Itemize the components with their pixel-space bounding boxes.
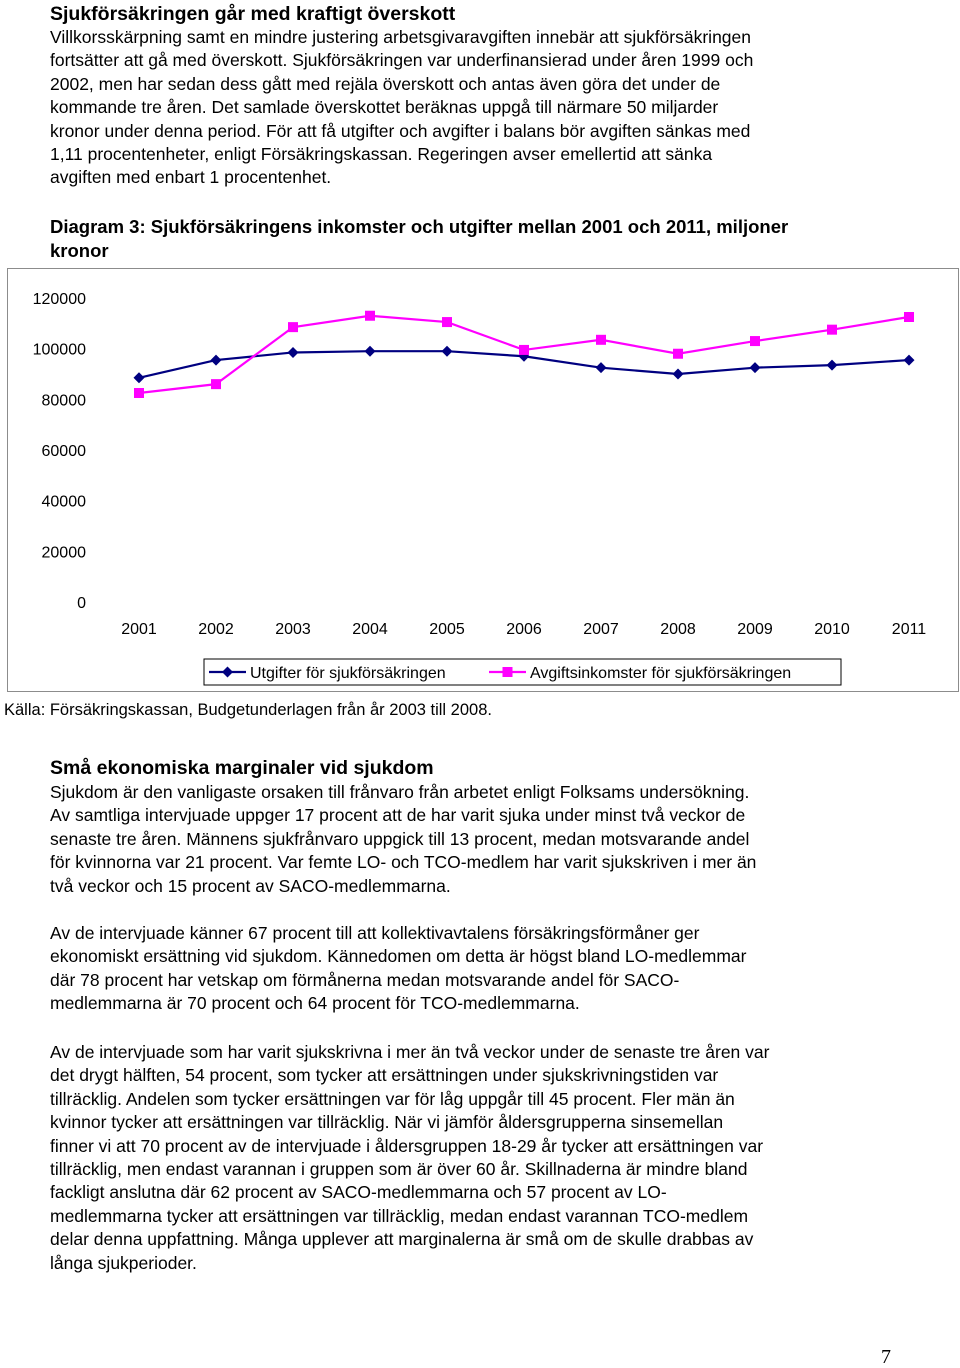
y-tick-label: 60000 [41,443,86,460]
text-line: där 78 procent har vetskap om förmånerna medan motsvarande andel för SACO- [50,969,680,990]
text-line: senaste tre åren. Männens sjukfrånvaro uppgick till 13 procent, medan motsvarande andel [50,828,750,849]
x-tick-label: 2003 [275,621,311,638]
x-tick-label: 2009 [737,621,773,638]
data-point-utgifter [827,360,838,371]
page-number: 7 [881,1346,891,1368]
y-tick-label: 120000 [32,291,86,308]
text-line: det drygt hälften, 54 procent, som tycker att ersättningen under sjukskrivningstiden var [50,1065,719,1086]
legend-label: Avgiftsinkomster för sjukförsäkringen [530,665,792,682]
section-heading-marginaler: Små ekonomiska marginaler vid sjukdom [50,757,434,779]
text-line: tillräcklig. Andelen som tycker ersättningen var för låg uppgår till 45 procent. Fler män än [50,1088,735,1109]
text-line: tillräcklig, men endast varannan i gruppen som är över 60 år. Skillnaderna är mindre bland [50,1159,748,1180]
text-line: Av samtliga intervjuade uppger 17 procent att de har varit sjuka under minst två veckor de [50,805,746,826]
data-point-avgiftsinkomster [596,335,606,345]
text-line: kommande tre åren. Det samlade överskottet beräknas uppgå till närmare 50 miljarder [50,97,719,118]
y-tick-label: 20000 [41,544,86,562]
text-line: medlemmarna är 70 procent och 64 procent för TCO-medlemmarna. [50,993,580,1014]
data-point-avgiftsinkomster [134,388,144,398]
paragraph-kannedom [50,922,920,1016]
data-point-utgifter [904,355,915,366]
data-point-avgiftsinkomster [365,311,375,321]
x-tick-label: 2010 [814,621,850,638]
chart-source: Källa: Försäkringskassan, Budgetunderlagen från år 2003 till 2008. [4,701,492,719]
y-tick-label: 80000 [41,392,86,410]
data-point-utgifter [673,369,684,380]
text-line: Villkorsskärpning samt en mindre justering arbetsgivaravgiften innebär att sjukförsäkringen [50,27,751,47]
data-point-utgifter [750,362,761,373]
chart-frame [7,268,959,692]
diagram-title [50,215,788,262]
diagram-title-line: Diagram 3: Sjukförsäkringens inkomster och utgifter mellan 2001 och 2011, miljoner [50,216,789,237]
data-point-avgiftsinkomster [442,317,452,327]
text-line: två veckor och 15 procent av SACO-medlemmarna. [50,875,451,896]
data-point-avgiftsinkomster [288,322,298,332]
data-point-utgifter [596,362,607,373]
y-tick-label: 0 [77,595,86,612]
y-tick-label: 40000 [41,493,86,511]
data-point-utgifter [442,346,453,357]
data-point-avgiftsinkomster [211,379,221,389]
text-line: delar denna uppfattning. Många upplever att marginalerna är små om de skulle drabbas av [50,1229,754,1250]
x-tick-label: 2001 [121,621,157,638]
section-heading-overskott: Sjukförsäkringen går med kraftigt överskott [50,3,456,25]
x-tick-label: 2004 [352,621,388,638]
data-point-utgifter [134,372,145,383]
x-tick-label: 2008 [660,621,696,638]
data-point-utgifter [365,346,376,357]
diagram-title-line: kronor [50,239,109,261]
x-tick-label: 2011 [891,621,927,638]
text-line: 2002, men har sedan dess gått med rejäla överskott och antas även göra det under de [50,73,721,94]
data-point-avgiftsinkomster [673,349,683,359]
text-line: finner vi att 70 procent av de intervjuade i åldersgruppen 18-29 år tycker att ersättningen var [50,1135,764,1156]
data-point-avgiftsinkomster [519,345,529,355]
data-point-utgifter [211,355,222,366]
data-point-avgiftsinkomster [827,325,837,335]
data-point-avgiftsinkomster [904,312,914,322]
legend-label: Utgifter för sjukförsäkringen [250,665,446,682]
text-line: ekonomiskt ersättning vid sjukdom. Kännedomen om detta är högst bland LO-medlemmar [50,946,747,967]
text-line: Av de intervjuade som har varit sjukskrivna i mer än två veckor under de senaste tre åren var [50,1042,770,1062]
x-tick-label: 2002 [198,621,234,638]
x-tick-label: 2005 [429,621,465,638]
text-line: avgiften med enbart 1 procentenhet. [50,167,332,188]
data-point-avgiftsinkomster [750,336,760,346]
text-line: fortsätter att gå med överskott. Sjukförsäkringen var underfinansierad under åren 1999 och [50,50,754,71]
line-chart [8,269,958,691]
paragraph-sjukdom [50,781,920,898]
paragraph-overskott [50,26,920,190]
y-tick-label: 100000 [32,341,86,359]
text-line: för kvinnorna var 21 procent. Var femte LO- och TCO-medlem har varit sjukskriven i mer än [50,852,757,873]
text-line: kvinnor tycker att ersättningen var tillräcklig. När vi jämför åldersgrupperna sinsemellan [50,1112,724,1133]
paragraph-ersattning [50,1041,920,1275]
x-tick-label: 2006 [506,621,542,638]
text-line: kronor under denna period. För att få utgifter och avgifter i balans bör avgiften sänkas med [50,120,751,141]
text-line: medlemmarna tycker att ersättningen var tillräcklig, medan endast varannan TCO-medlem [50,1205,749,1226]
text-line: Av de intervjuade känner 67 procent till att kollektivavtalens försäkringsförmåner ger [50,923,700,943]
x-tick-label: 2007 [583,621,619,638]
data-point-utgifter [288,347,299,358]
legend-marker-square [503,667,513,677]
text-line: 1,11 procentenheter, enligt Försäkringskassan. Regeringen avser emellertid att sänka [50,144,713,165]
text-line: långa sjukperioder. [50,1252,197,1273]
text-line: Sjukdom är den vanligaste orsaken till frånvaro från arbetet enligt Folksams undersökning. [50,782,750,802]
text-line: fackligt anslutna där 62 procent av SACO-medlemmarna och 57 procent av LO- [50,1182,667,1203]
